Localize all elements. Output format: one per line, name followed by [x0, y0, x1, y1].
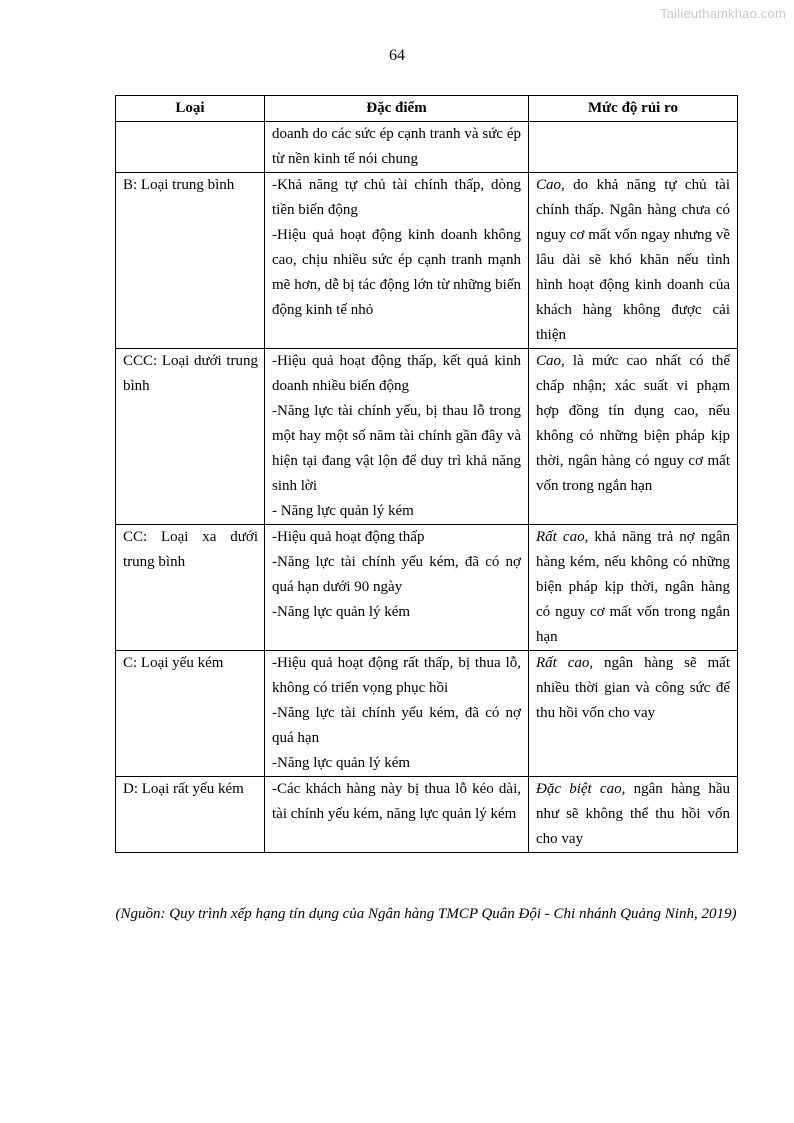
source-note: (Nguồn: Quy trình xếp hạng tín dụng của Ngân hàng TMCP Quân Đội - Chi nhánh Quảng Ninh, 2019)	[115, 906, 737, 922]
page-number: 64	[389, 47, 405, 64]
table-row	[116, 525, 738, 651]
cell-type: CC: Loại xa dưới trung bình	[116, 525, 265, 651]
cell-type: B: Loại trung bình	[116, 173, 265, 349]
header-features: Đặc điểm	[265, 96, 529, 122]
risk-level: Cao	[536, 353, 562, 369]
cell-features	[265, 777, 529, 853]
feature-line: -Năng lực quản lý kém	[272, 755, 411, 771]
cell-type: D: Loại rất yếu kém	[116, 777, 265, 853]
watermark: Tailieuthamkhao.com	[660, 6, 786, 21]
header-risk: Mức độ rủi ro	[529, 96, 738, 122]
risk-level: Rất cao	[536, 655, 590, 671]
cell-risk	[529, 349, 738, 525]
cell-features	[265, 122, 529, 173]
feature-line: -Hiệu quả hoạt động thấp	[272, 529, 425, 545]
risk-description: , khả năng trả nợ ngân hàng kém, nếu không có những biện pháp kịp thời, ngân hàng có nguy cơ mất vốn trong ngắn hạn	[536, 529, 730, 645]
feature-line: -Năng lực tài chính yếu kém, đã có nợ quá hạn	[272, 705, 521, 746]
feature-line: -Khả năng tự chủ tài chính thấp, dòng tiền biến động	[272, 177, 521, 218]
table-row	[116, 651, 738, 777]
cell-features	[265, 525, 529, 651]
feature-line: -Hiệu quả hoạt động rất thấp, bị thua lỗ, không có triển vọng phục hồi	[272, 655, 521, 696]
feature-line: -Năng lực tài chính yếu, bị thau lỗ trong một hay một số năm tài chính gần đây và hiện tại đang vật lộn để duy trì khả năng sinh lời	[272, 403, 521, 494]
risk-level: Cao	[536, 177, 562, 193]
feature-line: -Hiệu quả hoạt động thấp, kết quả kinh doanh nhiều biến động	[272, 353, 521, 394]
cell-risk	[529, 173, 738, 349]
risk-level: Rất cao	[536, 529, 585, 545]
cell-features	[265, 173, 529, 349]
risk-level: Đặc biệt cao	[536, 781, 622, 797]
feature-line: -Các khách hàng này bị thua lỗ kéo dài, tài chính yếu kém, năng lực quản lý kém	[272, 781, 521, 822]
cell-features	[265, 349, 529, 525]
table-row	[116, 122, 738, 173]
table-row	[116, 173, 738, 349]
risk-description: , ngân hàng hầu như sẽ không thể thu hồi vốn cho vay	[536, 781, 730, 847]
feature-line: -Năng lực quản lý kém	[272, 604, 411, 620]
table-row	[116, 349, 738, 525]
risk-description: , ngân hàng sẽ mất nhiều thời gian và công sức để thu hồi vốn cho vay	[536, 655, 730, 721]
cell-type	[116, 122, 265, 173]
cell-risk	[529, 651, 738, 777]
cell-risk	[529, 777, 738, 853]
feature-line: -Hiệu quả hoạt động kinh doanh không cao, chịu nhiều sức ép cạnh tranh mạnh mẽ hơn, dễ bị tác động lớn từ những biến động kinh tế nhỏ	[272, 227, 521, 318]
credit-rating-table	[115, 95, 738, 853]
feature-line: -Năng lực tài chính yếu kém, đã có nợ quá hạn dưới 90 ngày	[272, 554, 521, 595]
cell-risk	[529, 122, 738, 173]
header-type: Loại	[116, 96, 265, 122]
cell-risk	[529, 525, 738, 651]
cell-features	[265, 651, 529, 777]
table-header-row	[116, 96, 738, 122]
risk-description: , do khả năng tự chủ tài chính thấp. Ngân hàng chưa có nguy cơ mất vốn ngay nhưng về lâu dài sẽ khó khăn nếu tình hình hoạt động kinh doanh của khách hàng không được cải thiện	[536, 177, 730, 343]
risk-description: , là mức cao nhất có thể chấp nhận; xác suất vi phạm hợp đồng tín dụng cao, nếu không có những biện pháp kịp thời, ngân hàng có nguy cơ mất vốn trong ngắn hạn	[536, 353, 730, 494]
feature-line: doanh do các sức ép cạnh tranh và sức ép từ nền kinh tế nói chung	[272, 126, 521, 167]
feature-line: - Năng lực quản lý kém	[272, 503, 414, 519]
cell-type: CCC: Loại dưới trung bình	[116, 349, 265, 525]
cell-type: C: Loại yếu kém	[116, 651, 265, 777]
table-row	[116, 777, 738, 853]
